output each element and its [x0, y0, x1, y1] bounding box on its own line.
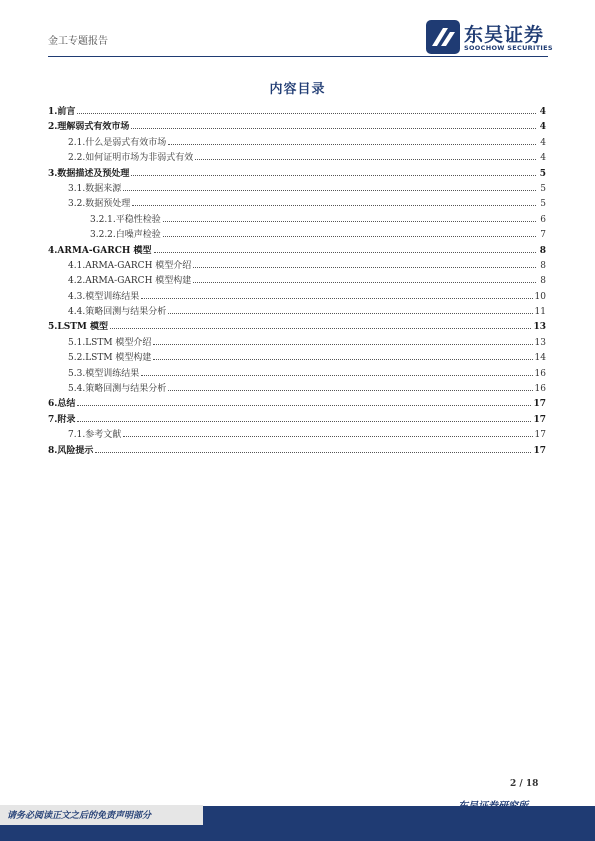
- toc-entry-number: 7.: [48, 414, 58, 425]
- toc-entry-number: 5.2.: [68, 353, 86, 364]
- toc-entry[interactable]: [48, 228, 546, 243]
- toc-leader-dots: [168, 144, 536, 145]
- toc-entry-label: LSTM 模型构建: [85, 353, 152, 364]
- toc-entry-label: LSTM 模型: [57, 322, 109, 333]
- toc-entry-label: 数据来源: [85, 183, 122, 194]
- toc-entry-label: 策略回测与结果分析: [85, 307, 167, 318]
- toc-entry[interactable]: [48, 105, 546, 120]
- toc-entry-number: 3.2.1.: [90, 214, 116, 225]
- toc-entry-page: 14: [534, 353, 546, 364]
- logo-english-name: SOOCHOW SECURITIES: [464, 44, 553, 52]
- toc-entry-page: 8: [540, 260, 546, 271]
- toc-entry-number: 7.1.: [68, 430, 86, 441]
- toc-entry-number: 4.3.: [68, 291, 86, 302]
- toc-entry-number: 5.: [48, 322, 58, 333]
- toc-entry-page: 17: [533, 399, 546, 410]
- toc-entry[interactable]: [48, 274, 546, 289]
- toc-entry-page: 11: [534, 307, 546, 318]
- toc-entry-label: 什么是弱式有效市场: [85, 137, 167, 148]
- toc-title: 内容目录: [269, 82, 326, 97]
- toc-entry-page: 13: [533, 322, 546, 333]
- toc-entry-page: 17: [533, 414, 546, 425]
- toc-entry-number: 5.3.: [68, 368, 86, 379]
- toc-entry-label: 模型训练结果: [85, 368, 140, 379]
- toc-entry-page: 4: [539, 107, 546, 117]
- toc-entry-page: 8: [540, 276, 546, 287]
- toc-leader-dots: [123, 190, 536, 191]
- toc-entry-number: 8.: [48, 445, 58, 456]
- toc-entry[interactable]: [48, 367, 546, 382]
- toc-entry-label: 模型训练结果: [85, 291, 140, 302]
- toc-entry-number: 2.: [48, 122, 58, 133]
- toc-entry[interactable]: [48, 167, 546, 182]
- toc-entry[interactable]: [48, 382, 546, 397]
- toc-entry-number: 2.1.: [68, 137, 86, 148]
- toc-leader-dots: [168, 390, 532, 391]
- toc-entry[interactable]: [48, 244, 546, 259]
- toc-leader-dots: [141, 298, 532, 299]
- toc-leader-dots: [153, 344, 532, 345]
- toc-entry-label: 数据描述及预处理: [57, 168, 130, 179]
- toc-entry-number: 5.1.: [68, 337, 86, 348]
- toc-leader-dots: [193, 267, 536, 268]
- page-number: 2 / 18: [510, 779, 539, 789]
- toc-entry-label: 策略回测与结果分析: [85, 384, 167, 395]
- toc-entry[interactable]: [48, 428, 546, 443]
- toc-entry-number: 1.: [48, 107, 58, 117]
- disclaimer-notice: [0, 805, 203, 825]
- toc-entry[interactable]: [48, 182, 546, 197]
- toc-entry-number: 3.1.: [68, 183, 86, 194]
- toc-entry-page: 16: [534, 384, 546, 395]
- toc-leader-dots: [141, 375, 532, 376]
- toc-entry-page: 7: [540, 230, 546, 241]
- disclaimer-text: 请务必阅读正文之后的免责声明部分: [7, 811, 152, 821]
- toc-leader-dots: [163, 221, 536, 222]
- company-logo: [426, 20, 556, 56]
- toc-entry-label: LSTM 模型介绍: [85, 337, 152, 348]
- toc-entry-page: 4: [539, 122, 546, 133]
- toc-leader-dots: [153, 359, 532, 360]
- table-of-contents: [48, 105, 546, 459]
- toc-entry-page: 8: [539, 245, 546, 256]
- toc-leader-dots: [163, 236, 536, 237]
- toc-entry-page: 4: [540, 153, 546, 164]
- toc-entry[interactable]: [48, 413, 546, 428]
- toc-leader-dots: [77, 405, 531, 406]
- toc-entry-number: 4.2.: [68, 276, 86, 287]
- toc-entry-number: 3.2.: [68, 199, 86, 210]
- toc-entry-label: 附录: [57, 414, 76, 425]
- toc-entry[interactable]: [48, 120, 546, 135]
- toc-entry-page: 17: [533, 445, 546, 456]
- toc-entry-label: 前言: [57, 107, 76, 117]
- toc-entry-label: ARMA-GARCH 模型构建: [85, 276, 192, 287]
- toc-leader-dots: [77, 421, 531, 422]
- toc-leader-dots: [95, 452, 531, 453]
- toc-entry-number: 6.: [48, 399, 58, 410]
- toc-leader-dots: [193, 282, 536, 283]
- toc-entry[interactable]: [48, 305, 546, 320]
- toc-entry-page: 16: [534, 368, 546, 379]
- toc-entry-page: 5: [540, 199, 546, 210]
- toc-leader-dots: [131, 175, 536, 176]
- header-divider: [48, 56, 548, 57]
- institute-name: 东吴证券研究所: [458, 801, 528, 812]
- toc-leader-dots: [132, 205, 536, 206]
- toc-entry-page: 17: [534, 430, 546, 441]
- toc-leader-dots: [131, 128, 536, 129]
- logo-mark-icon: [426, 20, 460, 54]
- toc-entry-label: ARMA-GARCH 模型介绍: [85, 260, 192, 271]
- toc-entry-label: 白噪声检验: [115, 230, 161, 241]
- toc-entry-page: 5: [540, 183, 546, 194]
- toc-entry-number: 2.2.: [68, 153, 86, 164]
- toc-entry-page: 10: [534, 291, 546, 302]
- toc-entry-page: 5: [539, 168, 546, 179]
- toc-entry[interactable]: [48, 259, 546, 274]
- toc-entry-label: 理解弱式有效市场: [57, 122, 130, 133]
- toc-entry-label: 参考文献: [85, 430, 122, 441]
- toc-entry-label: ARMA-GARCH 模型: [57, 245, 152, 256]
- logo-chinese-name: 东吴证券: [464, 24, 545, 46]
- toc-entry-page: 13: [534, 337, 546, 348]
- toc-leader-dots: [168, 313, 532, 314]
- toc-entry-label: 风险提示: [57, 445, 94, 456]
- toc-entry-label: 数据预处理: [85, 199, 131, 210]
- toc-leader-dots: [110, 328, 531, 329]
- toc-entry[interactable]: [48, 336, 546, 351]
- toc-leader-dots: [123, 436, 532, 437]
- toc-entry[interactable]: [48, 136, 546, 151]
- toc-leader-dots: [154, 252, 537, 253]
- toc-entry[interactable]: [48, 351, 546, 366]
- toc-entry-page: 4: [540, 137, 546, 148]
- toc-entry[interactable]: [48, 444, 546, 459]
- toc-entry-page: 6: [540, 214, 546, 225]
- toc-entry[interactable]: [48, 320, 546, 335]
- toc-leader-dots: [195, 159, 536, 160]
- toc-entry[interactable]: [48, 197, 546, 212]
- report-type-label: 金工专题报告: [48, 36, 108, 47]
- toc-entry-number: 5.4.: [68, 384, 86, 395]
- toc-leader-dots: [77, 113, 536, 114]
- toc-entry-number: 3.: [48, 168, 58, 179]
- toc-entry[interactable]: [48, 290, 546, 305]
- toc-entry-label: 如何证明市场为非弱式有效: [85, 153, 194, 164]
- toc-entry-number: 3.2.2.: [90, 230, 116, 241]
- toc-entry-label: 总结: [57, 399, 76, 410]
- toc-entry[interactable]: [48, 397, 546, 412]
- toc-entry[interactable]: [48, 213, 546, 228]
- toc-entry-number: 4.1.: [68, 260, 86, 271]
- toc-entry[interactable]: [48, 151, 546, 166]
- toc-entry-number: 4.: [48, 245, 58, 256]
- toc-entry-number: 4.4.: [68, 307, 86, 318]
- toc-entry-label: 平稳性检验: [115, 214, 161, 225]
